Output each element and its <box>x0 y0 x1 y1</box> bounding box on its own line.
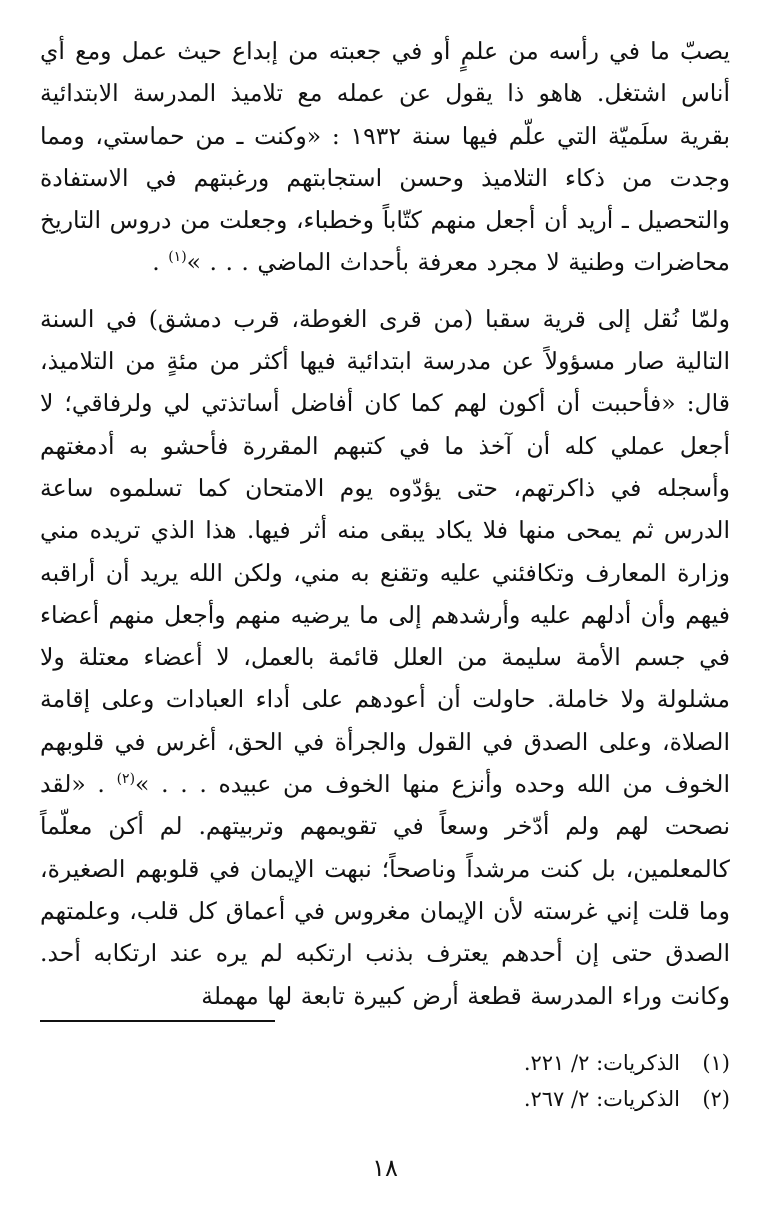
footnote-text: الذكريات: ٢/ ٢٢١. <box>523 1051 680 1075</box>
footnote-2 <box>40 1081 730 1117</box>
paragraph-2-text: ولمّا نُقل إلى قرية سقبا (من قرى الغوطة، قرب دمشق) في السنة التالية صار مسؤولاً عن مدرسة ابتدائية فيها أكثر من مئةٍ من التلاميذ، قال: «فأحببت أن أكون لهم كما كان أفاضل أساتذتي لي ولرفاقي؛ لا أجعل عملي كله أن آخذ ما في كتبهم المقررة فأحشو به أدمغتهم وأسجله في ذاكرتهم، حتى يؤدّوه يوم الامتحان كما تسلموه ساعة الدرس ثم يمحى منها فلا يكاد يبقى منه أثر فيها. هذا الذي تريده مني وزارة المعارف وتكافئني عليه وتقنع به مني، ولكن الله يريد أن أراقبه فيهم وأن أدلهم عليه وأرشدهم إلى ما يرضيه منهم وأجعل منهم أعضاء في جسم الأمة سليمة من العلل قائمة بالعمل، لا أعضاء معتلة ولا مشلولة ولا خاملة. حاولت أن أعودهم على أداء العبادات وعلى إقامة الصلاة، وعلى الصدق في القول والجرأة في الحق، أغرس في قلوبهم الخوف من الله وحده وأنزع منها الخوف من عبيده . . . » <box>40 304 730 799</box>
paragraph-1-text: يصبّ ما في رأسه من علمٍ أو في جعبته من إبداع حيث عمل ومع أي أناس اشتغل. هاهو ذا يقول عن عمله مع تلاميذ المدرسة الابتدائية بقرية سلَميّة التي علّم فيها سنة ١٩٣٢ : «وكنت ـ من حماستي، ومما وجدت من ذكاء التلاميذ وحسن استجابتهم ورغبتهم في الاستفادة والتحصيل ـ أريد أن أجعل منهم كتّاباً وخطباء، وجعلت من دروس التاريخ محاضرات وطنية لا مجرد معرفة بأحداث الماضي . . . » <box>40 37 731 277</box>
footnotes-section <box>40 1045 730 1117</box>
footnote-text: الذكريات: ٢/ ٢٦٧. <box>523 1087 680 1111</box>
footnote-ref-1: (١) <box>168 249 187 266</box>
footnote-number: (١) <box>702 1051 730 1075</box>
paragraph-2-continuation: . «لقد نصحت لهم ولم أدّخر وسعاً في تقويمهم وتربيتهم. لم أكن معلّماً كالمعلمين، بل كنت مرشداً وناصحاً؛ نبهت الإيمان في قلوبهم الصغيرة، وما قلت إني غرسته لأن الإيمان مغروس في أعماق كل قلب، وعلمتهم الصدق حتى إن أحدهم يعترف بذنب ارتكبه لم يره عند ارتكابه أحد. وكانت وراء المدرسة قطعة أرض كبيرة تابعة لها مهملة <box>40 770 730 1010</box>
footnote-divider <box>40 1020 275 1022</box>
document-page <box>40 30 730 1190</box>
paragraph-1-end: . <box>152 248 169 277</box>
footnote-1 <box>40 1045 730 1081</box>
page-number: ١٨ <box>372 1154 398 1182</box>
body-paragraph-2 <box>40 298 730 1017</box>
footnote-number: (٢) <box>702 1087 730 1111</box>
footnote-ref-2: (٢) <box>116 771 136 788</box>
body-paragraph-1 <box>40 30 730 284</box>
